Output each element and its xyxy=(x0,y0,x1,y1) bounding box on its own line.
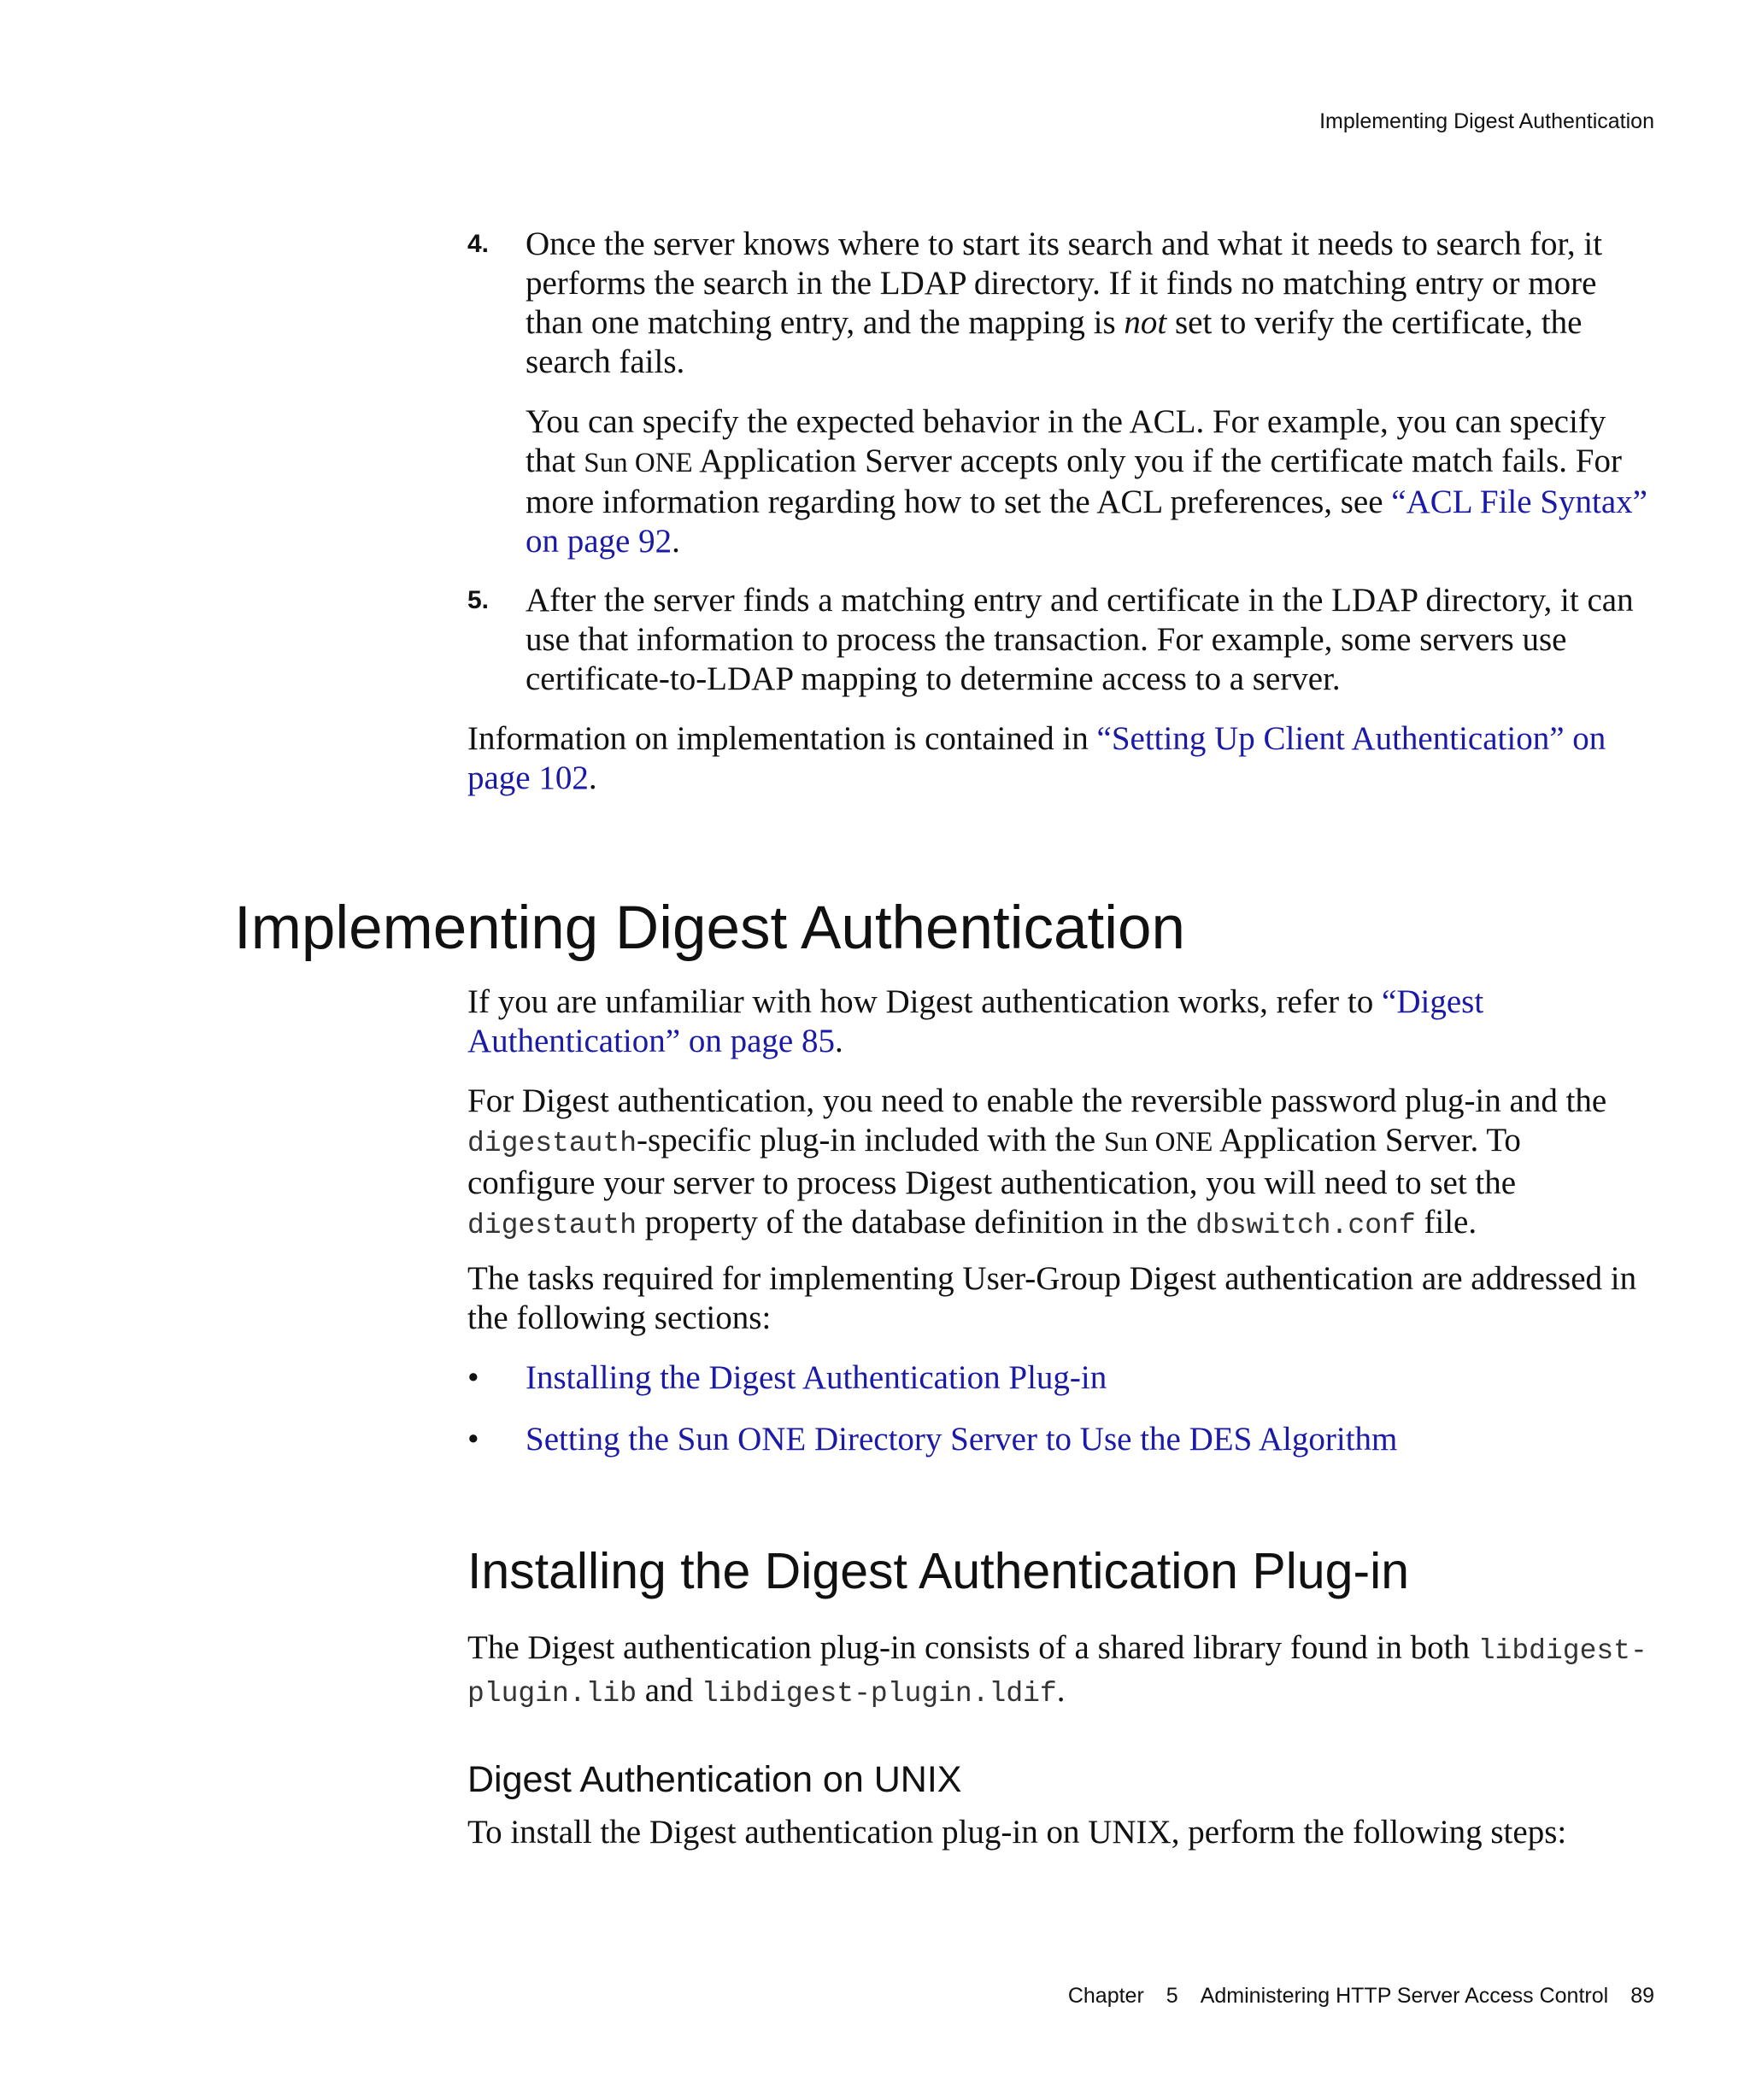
client-auth-link[interactable]: “Setting Up Client Authentication” on page 102 xyxy=(467,720,1606,796)
section-paragraph: For Digest authentication, you need to enable the reversible password plug-in and the digestauth-specific plug-in included with the Sun ONE Application Server. To configure your server to process Digest authentication, you will need to set the digestauth property of the database definition in the dbswitch.conf file. xyxy=(467,1082,1607,1241)
subsection-heading: Installing the Digest Authentication Plug-in xyxy=(467,1543,1410,1599)
code-digestauth: digestauth xyxy=(467,1210,637,1241)
subsubsection-heading: Digest Authentication on UNIX xyxy=(467,1759,962,1800)
bullet-icon: • xyxy=(467,1421,479,1458)
code-digestauth: digestauth xyxy=(467,1128,637,1159)
chapter-number: 5 xyxy=(1166,1984,1178,2008)
acl-syntax-link[interactable]: “ACL File Syntax” on page 92 xyxy=(526,484,1647,560)
tasks-paragraph: The tasks required for implementing User-Group Digest authentication are addressed in the following sections: xyxy=(467,1260,1637,1336)
bullet-link-des-algorithm[interactable]: Setting the Sun ONE Directory Server to Use the DES Algorithm xyxy=(526,1421,1398,1458)
chapter-label: Chapter xyxy=(1067,1984,1144,2008)
running-head: Implementing Digest Authentication xyxy=(1319,109,1654,133)
step-number: 4. xyxy=(467,230,490,258)
section-intro: If you are unfamiliar with how Digest authentication works, refer to “Digest Authentication” on page 85. xyxy=(467,983,1484,1059)
code-libdigest-lib: libdigest-plugin.lib xyxy=(467,1635,1647,1710)
step-number: 5. xyxy=(467,586,490,614)
digest-auth-link[interactable]: “Digest Authentication” on page 85 xyxy=(467,983,1484,1059)
chapter-title: Administering HTTP Server Access Control xyxy=(1200,1984,1609,2008)
subsubsection-paragraph: To install the Digest authentication plug-in on UNIX, perform the following steps: xyxy=(467,1814,1567,1851)
code-dbswitch-conf: dbswitch.conf xyxy=(1195,1210,1416,1241)
info-paragraph: Information on implementation is contained in “Setting Up Client Authentication” on page 102. xyxy=(467,720,1606,796)
bullet-link-install-plugin[interactable]: Installing the Digest Authentication Plug-in xyxy=(526,1359,1107,1396)
step-text: Once the server knows where to start its search and what it needs to search for, it performs the search in the LDAP directory. If it finds no matching entry or more than one matching entry, and the mapping is not set to verify the certificate, the search fails. xyxy=(526,226,1603,380)
emphasis: not xyxy=(1124,304,1167,341)
bullet-icon: • xyxy=(467,1359,479,1396)
page-footer xyxy=(1068,1984,1654,2009)
page-number: 89 xyxy=(1630,1984,1654,2008)
section-heading: Implementing Digest Authentication xyxy=(234,895,1185,962)
subsection-paragraph: The Digest authentication plug-in consists of a shared library found in both libdigest-plugin.lib and libdigest-plugin.ldif. xyxy=(467,1629,1647,1710)
step-followup: You can specify the expected behavior in the ACL. For example, you can specify that Sun ONE Application Server accepts only you if the certificate match fails. For more information regarding how to set the ACL preferences, see “ACL File Syntax” on page 92. xyxy=(526,403,1647,560)
code-libdigest-ldif: libdigest-plugin.ldif xyxy=(701,1678,1057,1710)
step-text: After the server finds a matching entry and certificate in the LDAP directory, it can use that information to process the transaction. For example, some servers use certificate-to-LDAP mapping to determine access to a server. xyxy=(526,582,1634,697)
